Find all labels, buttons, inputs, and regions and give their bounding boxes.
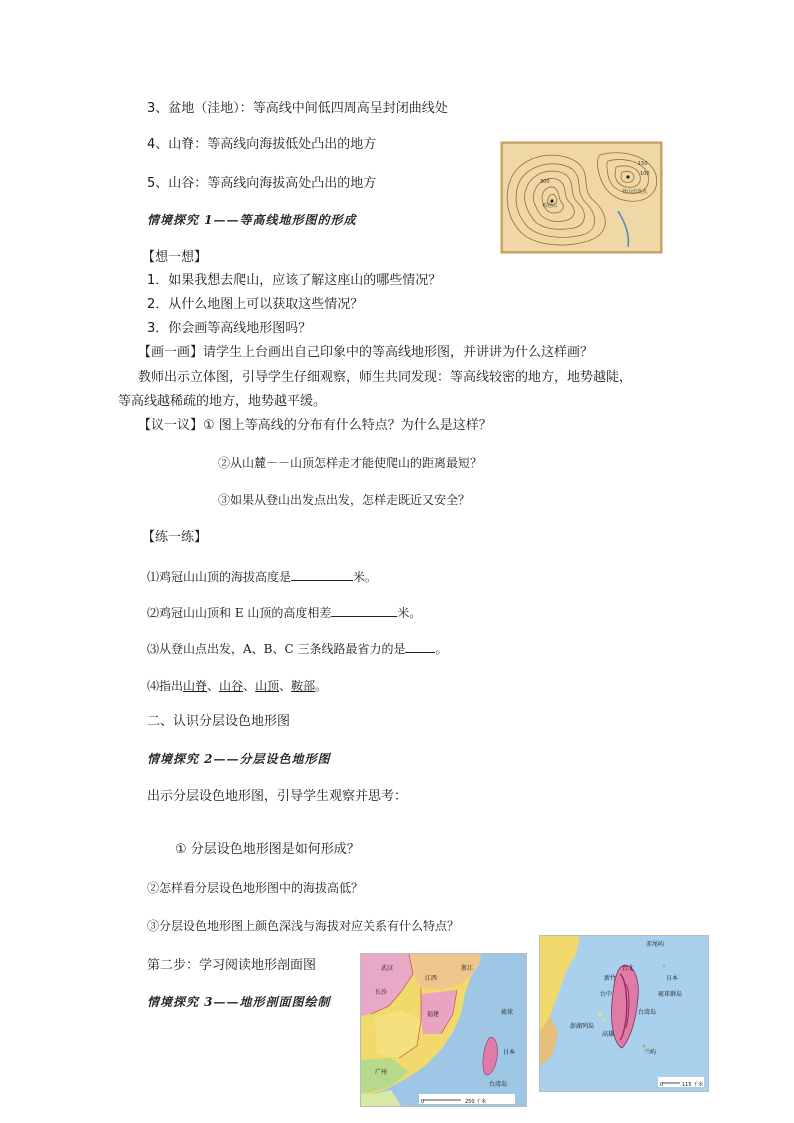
discuss-2: ②从山麓－－山顶怎样走才能使爬山的距离最短？ <box>218 456 483 470</box>
map-label: 台湾岛 <box>489 1081 508 1088</box>
contour-label: 150 <box>638 161 648 167</box>
contour-label: 300 <box>540 179 550 185</box>
section-2-title: 二、认识分层设色地形图 <box>147 714 291 729</box>
map-label: 广州 <box>375 1069 388 1076</box>
map-label: 赤尾屿 <box>646 941 665 948</box>
map-label: 琉球群岛 <box>658 991 683 998</box>
teacher-text-1: 教师出示立体图，引导学生仔细观察，师生共同发现：等高线较密的地方，地势越陡， <box>138 370 633 385</box>
map-label: 澎湖列岛 <box>570 1023 595 1030</box>
show-map-text: 出示分层设色地形图，引导学生观察并思考： <box>147 789 408 804</box>
think-title: 【想一想】 <box>142 250 208 265</box>
map-label: 日本 <box>666 975 679 982</box>
answer-blank[interactable] <box>331 604 397 617</box>
map-label: 江西 <box>425 975 438 982</box>
scale-zero: 0 <box>660 1082 664 1088</box>
draw-activity: 【画一画】请学生上台画出自己印象中的等高线地形图，并讲讲为什么这样画？ <box>138 345 594 360</box>
think-point-3: ③分层设色地形图上颜色深浅与海拔对应关系有什么特点？ <box>147 919 460 933</box>
discuss-1: 【议一议】① 图上等高线的分布有什么特点？为什么是这样？ <box>138 418 492 433</box>
map-label: 琉球 <box>501 1009 514 1016</box>
map-label: 台中 <box>600 991 613 998</box>
map-label: 福建 <box>427 1011 440 1018</box>
map-label: 台北 <box>622 965 635 972</box>
map-label: 长沙 <box>375 989 388 996</box>
text-valley: 5、山谷：等高线向海拔高处凸出的地方 <box>147 176 377 191</box>
scale-zero: 0 <box>421 1099 425 1105</box>
practice-3: ⑶从登山点出发，A、B、C 三条线路最省力的是 。 <box>147 642 448 656</box>
think-point-1: ① 分层设色地形图是如何形成？ <box>175 842 360 857</box>
discuss-3: ③如果从登山出发点出发，怎样走既近又安全？ <box>218 493 471 507</box>
step-2-text: 第二步：学习阅读地形剖面图 <box>147 958 317 973</box>
map-label: 日本 <box>503 1049 516 1056</box>
heading-scenario-2: 情境探究 2——分层设色地形图 <box>147 752 331 766</box>
contour-map-image <box>500 141 663 254</box>
think-point-2: ②怎样看分层设色地形图中的海拔高低？ <box>147 881 364 895</box>
answer-blank[interactable] <box>405 640 435 653</box>
scale-label: 115 千米 <box>682 1082 704 1088</box>
map-label: 武汉 <box>381 965 394 972</box>
taiwan-map-image <box>539 935 709 1092</box>
layered-color-map-image <box>360 953 527 1107</box>
start-point-label: 登山出发点 <box>622 189 648 195</box>
practice-2: ⑵鸡冠山山顶和 E 山顶的高度相差 米。 <box>147 606 422 620</box>
map-label: 浙江 <box>461 965 474 972</box>
question-2: 2．从什么地图上可以获取这些情况？ <box>147 297 364 312</box>
scale-label: 250 千米 <box>465 1099 487 1105</box>
question-3: 3．你会画等高线地形图吗？ <box>147 321 312 336</box>
heading-scenario-3: 情境探究 3——地形剖面图绘制 <box>147 995 331 1009</box>
question-1: 1．如果我想去爬山，应该了解这座山的哪些情况？ <box>147 273 442 288</box>
peak-label: 鸡冠山 <box>542 203 558 209</box>
map-label: 台湾岛 <box>638 1009 657 1016</box>
text-basin: 3、盆地（洼地）：等高线中间低四周高呈封闭曲线处 <box>147 101 448 116</box>
practice-4: ⑷指出山脊、山谷、山顶、鞍部。 <box>147 679 328 693</box>
contour-label: 100 <box>640 171 650 177</box>
map-label: 兰屿 <box>644 1049 657 1056</box>
teacher-text-2: 等高线越稀疏的地方，地势越平缓。 <box>118 394 327 409</box>
text-ridge: 4、山脊：等高线向海拔低处凸出的地方 <box>147 137 377 152</box>
map-label: 高雄 <box>602 1031 615 1038</box>
answer-blank[interactable] <box>291 568 353 581</box>
practice-title: 【练一练】 <box>142 530 208 545</box>
heading-scenario-1: 情境探究 1——等高线地形图的形成 <box>147 213 357 227</box>
practice-1: ⑴鸡冠山山顶的海拔高度是 米。 <box>147 570 378 584</box>
map-label: 新竹 <box>604 975 617 982</box>
